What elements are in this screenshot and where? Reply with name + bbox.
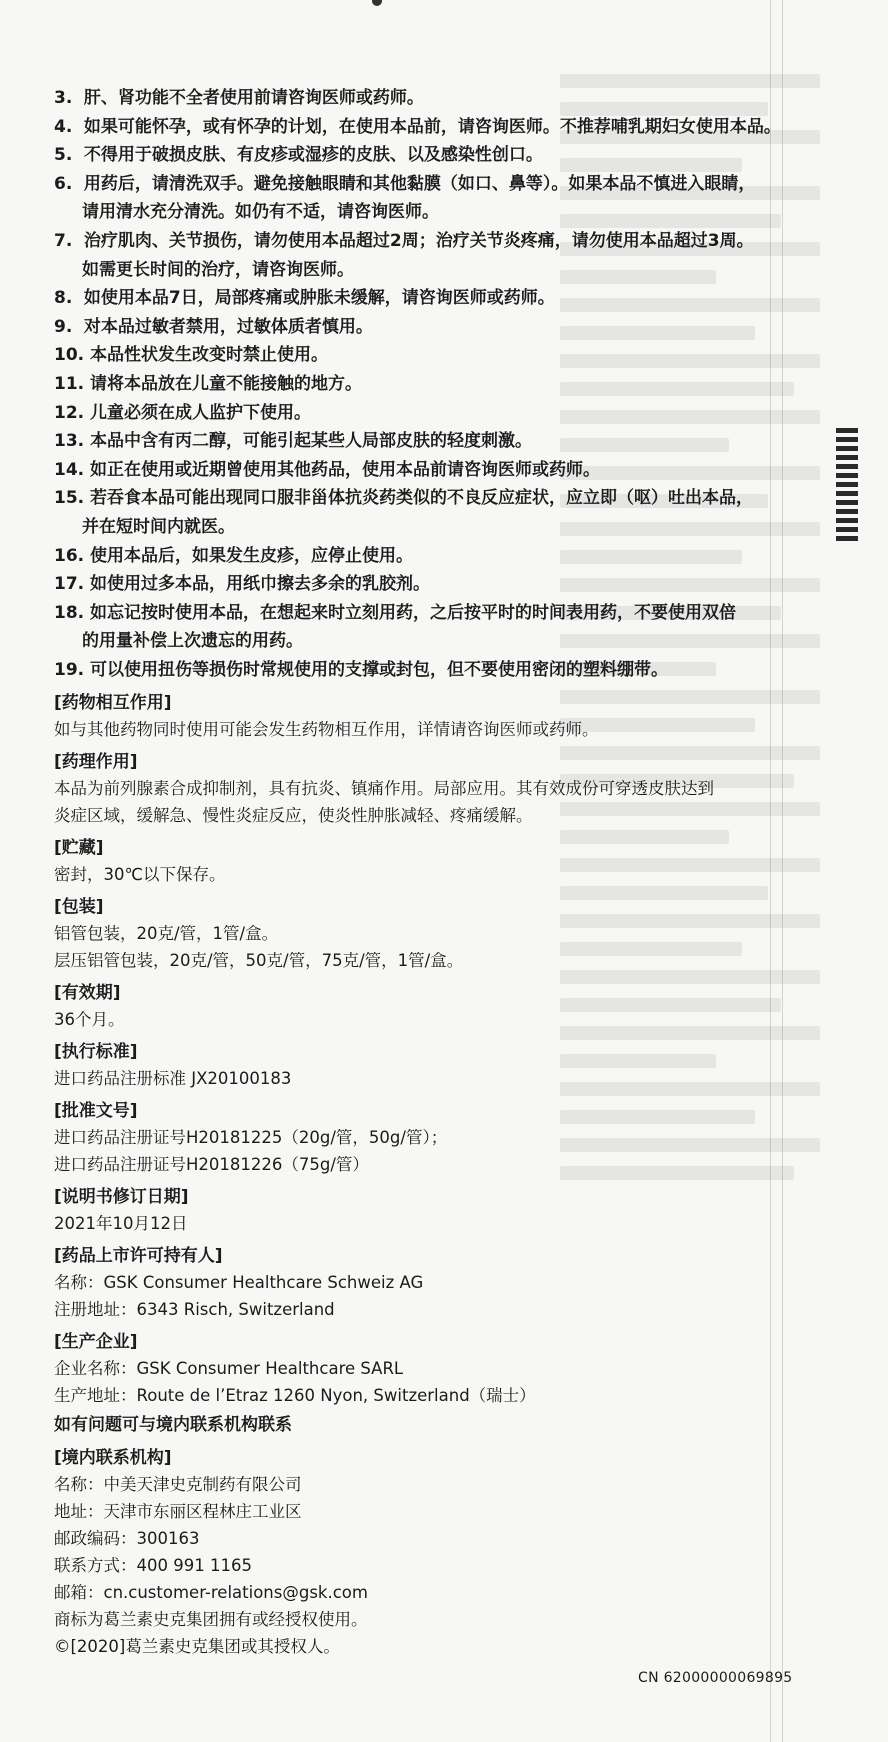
precaution-number: 6. <box>54 173 73 194</box>
precaution-line <box>54 399 834 428</box>
precaution-line <box>54 198 834 227</box>
precaution-text: 如忘记按时使用本品，在想起来时立刻用药，之后按平时的时间表用药，不要使用双倍 <box>90 602 737 623</box>
precaution-number: 8. <box>54 288 73 309</box>
precaution-text: 用药后，请清洗双手。避免接触眼睛和其他黏膜（如口、鼻等）。如果本品不慎进入眼睛， <box>83 173 756 194</box>
precaution-text: 本品中含有丙二醇，可能引起某些人局部皮肤的轻度刺激。 <box>90 431 533 452</box>
domestic-line: 地址：天津市东丽区程林庄工业区 <box>54 1502 302 1522</box>
precaution-text: 使用本品后，如果发生皮疹，应停止使用。 <box>90 545 414 566</box>
section-line: 进口药品注册标准 JX20100183 <box>54 1069 292 1089</box>
precaution-line <box>54 256 834 285</box>
domestic-line: 邮箱：cn.customer-relations@gsk.com <box>54 1583 368 1603</box>
precaution-number: 19. <box>54 659 85 680</box>
precaution-text: 如使用过多本品，用纸巾擦去多余的乳胶剂。 <box>90 574 431 595</box>
domestic-line: 联系方式：400 991 1165 <box>54 1556 252 1576</box>
precaution-line <box>54 313 834 342</box>
section-line: 如与其他药物同时使用可能会发生药物相互作用，详情请咨询医师或药师。 <box>54 720 599 740</box>
precaution-line <box>54 427 834 456</box>
section-line: 2021年10月12日 <box>54 1214 188 1234</box>
precaution-text: 若吞食本品可能出现同口服非甾体抗炎药类似的不良反应症状，应立即（呕）吐出本品， <box>90 488 754 509</box>
precaution-text: 不得用于破损皮肤、有皮疹或湿疹的皮肤、以及感染性创口。 <box>83 145 543 166</box>
precaution-line <box>54 599 834 628</box>
precaution-line <box>54 141 834 170</box>
precaution-line <box>54 370 834 399</box>
section-heading: [有效期] <box>54 983 121 1004</box>
section-line: 36个月。 <box>54 1010 125 1030</box>
precaution-line <box>54 84 834 113</box>
section-line: 名称：GSK Consumer Healthcare Schweiz AG <box>54 1273 424 1293</box>
section-heading: [贮藏] <box>54 838 104 859</box>
domestic-line: ©[2020]葛兰素史克集团或其授权人。 <box>54 1637 340 1657</box>
precaution-line <box>54 542 834 571</box>
info-sections <box>54 690 834 1409</box>
precaution-number: 10. <box>54 345 85 366</box>
domestic-contact-heading: [境内联系机构] <box>54 1448 172 1469</box>
domestic-line: 商标为葛兰素史克集团拥有或经授权使用。 <box>54 1610 368 1630</box>
precaution-number: 13. <box>54 431 85 452</box>
precaution-line <box>54 341 834 370</box>
precaution-text: 儿童必须在成人监护下使用。 <box>90 402 312 423</box>
domestic-line: 名称：中美天津史克制药有限公司 <box>54 1475 302 1495</box>
section-heading: [批准文号] <box>54 1101 138 1122</box>
precaution-text: 如果可能怀孕，或有怀孕的计划，在使用本品前，请咨询医师。不推荐哺乳期妇女使用本品。 <box>83 116 781 137</box>
leaflet-content <box>54 84 834 1660</box>
section-heading: [说明书修订日期] <box>54 1187 189 1208</box>
section-heading: [药物相互作用] <box>54 693 172 714</box>
precaution-number: 9. <box>54 316 73 337</box>
precaution-line <box>54 656 834 685</box>
precaution-number: 4. <box>54 116 73 137</box>
section-line: 企业名称：GSK Consumer Healthcare SARL <box>54 1359 404 1379</box>
precaution-line <box>54 513 834 542</box>
section-line: 生产地址：Route de l’Etraz 1260 Nyon, Switzerland（瑞士） <box>54 1386 536 1406</box>
precaution-number: 5. <box>54 145 73 166</box>
precaution-line <box>54 170 834 199</box>
section-heading: [药理作用] <box>54 752 138 773</box>
precaution-text: 请将本品放在儿童不能接触的地方。 <box>90 373 363 394</box>
section-line: 层压铝管包装，20克/管，50克/管，75克/管，1管/盒。 <box>54 951 464 971</box>
precaution-number: 12. <box>54 402 85 423</box>
precaution-text-cont: 的用量补偿上次遗忘的用药。 <box>82 631 303 652</box>
precaution-line <box>54 456 834 485</box>
section-line: 铝管包装，20克/管，1管/盒。 <box>54 924 279 944</box>
precautions-list <box>54 84 834 684</box>
precaution-text: 治疗肌肉、关节损伤，请勿使用本品超过2周；治疗关节炎疼痛，请勿使用本品超过3周。 <box>83 230 754 251</box>
footer-code: CN 62000000069895 <box>638 1670 793 1686</box>
precaution-text-cont: 请用清水充分清洗。如仍有不适，请咨询医师。 <box>82 202 439 223</box>
section-line: 注册地址：6343 Risch, Switzerland <box>54 1300 335 1320</box>
precaution-text: 对本品过敏者禁用，过敏体质者慎用。 <box>83 316 373 337</box>
side-barcode-mark <box>836 428 858 544</box>
precaution-text: 本品性状发生改变时禁止使用。 <box>90 345 329 366</box>
precaution-number: 17. <box>54 574 85 595</box>
section-line: 炎症区域，缓解急、慢性炎症反应，使炎性肿胀减轻、疼痛缓解。 <box>54 806 533 826</box>
precaution-text: 肝、肾功能不全者使用前请咨询医师或药师。 <box>83 88 424 108</box>
precaution-line <box>54 113 834 142</box>
section-line: 进口药品注册证号H20181226（75g/管） <box>54 1155 369 1175</box>
precaution-text: 如正在使用或近期曾使用其他药品，使用本品前请咨询医师或药师。 <box>90 459 601 480</box>
precaution-text: 如使用本品7日，局部疼痛或肿胀未缓解，请咨询医师或药师。 <box>83 288 555 309</box>
domestic-contact-lines <box>54 1471 834 1660</box>
precaution-text-cont: 如需更长时间的治疗，请咨询医师。 <box>82 259 354 280</box>
precaution-number: 11. <box>54 373 85 394</box>
precaution-number: 15. <box>54 488 85 509</box>
section-heading: [生产企业] <box>54 1332 138 1353</box>
precaution-line <box>54 284 834 313</box>
section-heading: [包装] <box>54 897 104 918</box>
precaution-line <box>54 484 834 513</box>
section-heading: [药品上市许可持有人] <box>54 1246 223 1267</box>
precaution-text-cont: 并在短时间内就医。 <box>82 516 235 537</box>
section-line: 进口药品注册证号H20181225（20g/管，50g/管）； <box>54 1128 448 1148</box>
domestic-line: 邮政编码：300163 <box>54 1529 200 1549</box>
precaution-number: 7. <box>54 230 73 251</box>
precaution-number: 3. <box>54 88 73 108</box>
precaution-line <box>54 627 834 656</box>
precaution-number: 18. <box>54 602 85 623</box>
top-notch-mark <box>372 0 382 6</box>
section-line: 密封，30℃以下保存。 <box>54 865 226 885</box>
section-heading: [执行标准] <box>54 1042 138 1063</box>
section-line: 本品为前列腺素合成抑制剂，具有抗炎、镇痛作用。局部应用。其有效成份可穿透皮肤达到 <box>54 779 714 799</box>
precaution-line <box>54 570 834 599</box>
precaution-line <box>54 227 834 256</box>
precaution-text: 可以使用扭伤等损伤时常规使用的支撑或封包，但不要使用密闭的塑料绷带。 <box>90 659 669 680</box>
precaution-number: 16. <box>54 545 85 566</box>
precaution-number: 14. <box>54 459 85 480</box>
contact-heading: 如有问题可与境内联系机构联系 <box>54 1415 292 1436</box>
